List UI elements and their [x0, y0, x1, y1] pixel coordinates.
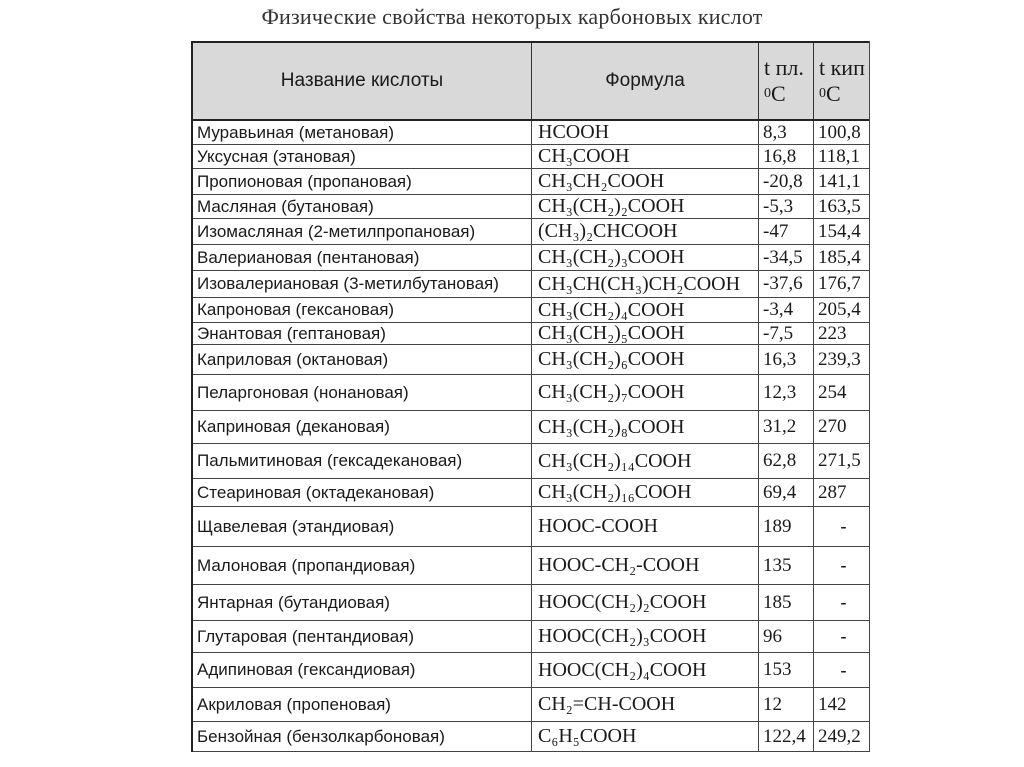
melting-point-cell: 12,3 — [759, 375, 814, 410]
melting-point-cell: 12 — [759, 688, 814, 721]
table-row — [193, 653, 869, 688]
table-row — [193, 323, 869, 345]
table-row — [193, 145, 869, 169]
melting-point-cell: 185 — [759, 585, 814, 620]
melting-point-cell: -47 — [759, 219, 814, 244]
acid-name-cell: Изовалериановая (3-метилбутановая) — [193, 271, 532, 297]
table-row — [193, 444, 869, 479]
melting-point-cell: 8,3 — [759, 121, 814, 144]
table-body — [193, 121, 869, 752]
formula-cell: (CH₃)₂CHCOOH — [532, 219, 759, 244]
table-row — [193, 298, 869, 323]
table-row — [193, 271, 869, 298]
table-row — [193, 121, 869, 145]
header-melting-point — [759, 43, 814, 119]
boiling-point-cell: 271,5 — [818, 450, 861, 471]
boiling-point-cell: 100,8 — [818, 121, 861, 143]
table-row — [193, 621, 869, 653]
acid-name-cell: Энантовая (гептановая) — [193, 323, 532, 344]
boiling-point-cell: 249,2 — [818, 725, 861, 747]
boiling-point-cell: 141,1 — [818, 170, 861, 192]
header-formula: Формула — [532, 43, 759, 119]
boiling-point-cell: - — [840, 555, 847, 575]
acid-name-cell: Муравьиная (метановая) — [193, 121, 532, 144]
boiling-point-cell: - — [840, 592, 847, 612]
boiling-point-cell: 185,4 — [818, 246, 861, 268]
boiling-point-cell: - — [840, 626, 847, 646]
acid-name-cell: Масляная (бутановая) — [193, 195, 532, 218]
formula-cell: CH₃COOH — [532, 145, 759, 168]
acid-name-cell: Валериановая (пентановая) — [193, 245, 532, 270]
acid-name-cell: Изомасляная (2-метилпропановая) — [193, 219, 532, 244]
header-boiling-unit-line — [819, 81, 841, 107]
table-row — [193, 219, 869, 245]
boiling-point-cell: 142 — [818, 693, 847, 715]
acid-name-cell: Глутаровая (пентандиовая) — [193, 621, 532, 652]
acid-name-cell: Янтарная (бутандиовая) — [193, 585, 532, 620]
header-boiling-degree: 0 — [819, 86, 826, 101]
boiling-point-cell: 176,7 — [818, 273, 861, 294]
formula-cell: CH₃(CH₂)₅COOH — [532, 323, 759, 344]
formula-cell: CH₃CH(CH₃)CH₂COOH — [532, 271, 759, 297]
acid-name-cell: Капроновая (гексановая) — [193, 298, 532, 322]
melting-point-cell: 16,3 — [759, 345, 814, 374]
acid-name-cell: Пеларгоновая (нонановая) — [193, 375, 532, 410]
formula-cell: HCOOH — [532, 121, 759, 144]
melting-point-cell: -34,5 — [759, 245, 814, 270]
table-row — [193, 479, 869, 507]
table-row — [193, 722, 869, 752]
boiling-point-cell: 239,3 — [818, 348, 861, 370]
acid-properties-table — [191, 41, 870, 752]
melting-point-cell: 16,8 — [759, 145, 814, 168]
formula-cell: HOOC(CH₂)₃COOH — [532, 621, 759, 652]
formula-cell: C₆H₅COOH — [532, 722, 759, 751]
header-melting-unit: C — [771, 81, 786, 106]
table-header-row — [193, 41, 869, 121]
header-boiling-unit: C — [826, 81, 841, 106]
boiling-point-cell: 254 — [818, 381, 847, 403]
formula-cell: CH₃(CH₂)₆COOH — [532, 345, 759, 374]
acid-name-cell: Щавелевая (этандиовая) — [193, 507, 532, 546]
acid-name-cell: Адипиновая (гександиовая) — [193, 653, 532, 687]
header-boiling-label: t кип — [819, 55, 865, 80]
table-row — [193, 195, 869, 219]
table-row — [193, 411, 869, 444]
melting-point-cell: 189 — [759, 507, 814, 546]
acid-name-cell: Малоновая (пропандиовая) — [193, 547, 532, 584]
boiling-point-cell: 118,1 — [818, 145, 861, 167]
acid-name-cell: Пальмитиновая (гексадекановая) — [193, 444, 532, 478]
header-melting-degree: 0 — [764, 86, 771, 101]
acid-name-cell: Каприловая (октановая) — [193, 345, 532, 374]
melting-point-cell: -3,4 — [759, 298, 814, 322]
melting-point-cell: 69,4 — [759, 479, 814, 506]
table-row — [193, 375, 869, 411]
melting-point-cell: 153 — [759, 653, 814, 687]
boiling-point-cell: 154,4 — [818, 220, 861, 242]
table-row — [193, 507, 869, 547]
boiling-point-cell: 287 — [818, 481, 847, 503]
table-row — [193, 547, 869, 585]
formula-cell: HOOC(CH₂)₄COOH — [532, 653, 759, 687]
melting-point-cell: 31,2 — [759, 411, 814, 443]
header-melting-label: t пл. — [764, 55, 804, 80]
formula-cell: CH₃(CH₂)₈COOH — [532, 411, 759, 443]
formula-cell: CH₃(CH₂)₁₆COOH — [532, 479, 759, 506]
acid-name-cell: Стеариновая (октадекановая) — [193, 479, 532, 506]
table-row — [193, 688, 869, 722]
formula-cell: CH₂=CH-COOH — [532, 688, 759, 721]
acid-name-cell: Каприновая (декановая) — [193, 411, 532, 443]
formula-cell: HOOC(CH₂)₂COOH — [532, 585, 759, 620]
formula-cell: HOOC-COOH — [532, 507, 759, 546]
boiling-point-cell: 205,4 — [818, 299, 861, 320]
acid-name-cell: Акриловая (пропеновая) — [193, 688, 532, 721]
boiling-point-cell: - — [840, 516, 847, 536]
boiling-point-cell: 163,5 — [818, 195, 861, 217]
acid-name-cell: Бензойная (бензолкарбоновая) — [193, 722, 532, 751]
formula-cell: CH₃(CH₂)₃COOH — [532, 245, 759, 270]
melting-point-cell: 122,4 — [759, 722, 814, 751]
boiling-point-cell: 270 — [818, 416, 847, 437]
formula-cell: CH₃(CH₂)₂COOH — [532, 195, 759, 218]
formula-cell: CH₃(CH₂)₇COOH — [532, 375, 759, 410]
melting-point-cell: 96 — [759, 621, 814, 652]
acid-name-cell: Пропионовая (пропановая) — [193, 169, 532, 194]
melting-point-cell: -7,5 — [759, 323, 814, 344]
melting-point-cell: 135 — [759, 547, 814, 584]
table-row — [193, 245, 869, 271]
table-row — [193, 169, 869, 195]
formula-cell: CH₃(CH₂)₁₄COOH — [532, 444, 759, 478]
boiling-point-cell: 223 — [818, 323, 847, 344]
boiling-point-cell: - — [840, 659, 847, 680]
formula-cell: HOOC-CH₂-COOH — [532, 547, 759, 584]
melting-point-cell: -5,3 — [759, 195, 814, 218]
formula-cell: CH₃CH₂COOH — [532, 169, 759, 194]
table-row — [193, 345, 869, 375]
header-melting-unit-line — [764, 81, 786, 107]
acid-name-cell: Уксусная (этановая) — [193, 145, 532, 168]
melting-point-cell: -37,6 — [759, 271, 814, 297]
table-row — [193, 585, 869, 621]
header-boiling-point — [814, 43, 869, 119]
melting-point-cell: 62,8 — [759, 444, 814, 478]
page-title: Физические свойства некоторых карбоновых кислот — [261, 4, 763, 29]
melting-point-cell: -20,8 — [759, 169, 814, 194]
header-name: Название кислоты — [193, 43, 532, 119]
formula-cell: CH₃(CH₂)₄COOH — [532, 298, 759, 322]
